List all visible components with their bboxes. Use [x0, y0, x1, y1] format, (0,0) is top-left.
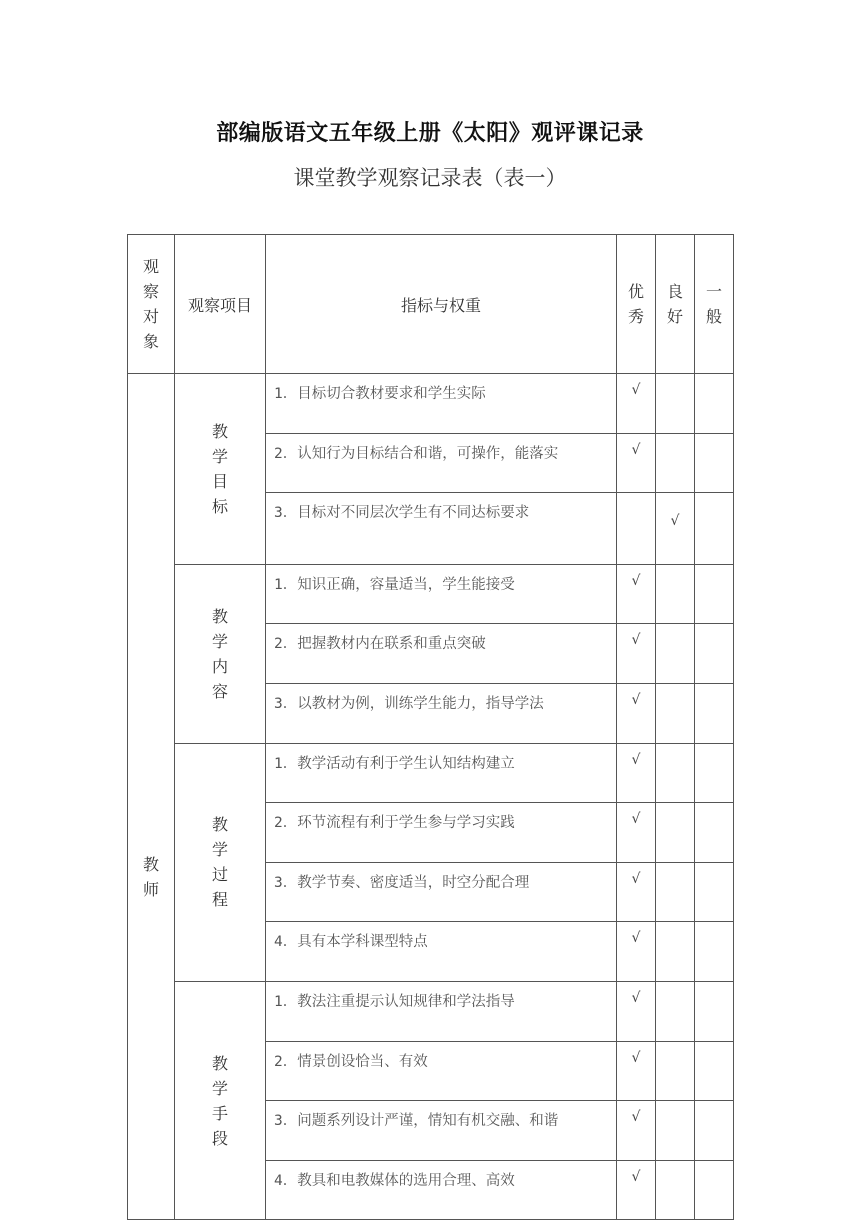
- vertical-char: 教: [211, 815, 228, 835]
- criterion-cell: 2．认知行为目标结合和谐，可操作，能落实: [266, 433, 617, 493]
- vertical-char: 学: [211, 840, 228, 860]
- rating-excellent-cell: √: [617, 433, 656, 493]
- vertical-char: 容: [211, 681, 228, 701]
- rating-average-cell: [695, 433, 734, 493]
- header-excellent: [617, 235, 656, 374]
- criterion-cell: 1．教学活动有利于学生认知结构建立: [266, 743, 617, 803]
- vertical-char: 象: [142, 332, 159, 351]
- rating-excellent-cell: √: [617, 803, 656, 863]
- vertical-char: 学: [211, 446, 228, 466]
- rating-average-cell: [695, 564, 734, 624]
- criterion-cell: 3．以教材为例，训练学生能力，指导学法: [266, 683, 617, 743]
- table-row: [128, 981, 734, 1041]
- vertical-char: 内: [211, 656, 228, 676]
- table-body: [128, 374, 734, 1220]
- vertical-char: 教: [211, 606, 228, 626]
- rating-good-cell: [656, 922, 695, 982]
- criterion-cell: 3．教学节奏、密度适当，时空分配合理: [266, 862, 617, 922]
- vertical-char: 师: [142, 879, 159, 899]
- observation-table: [127, 234, 734, 1220]
- criterion-cell: 2．情景创设恰当、有效: [266, 1041, 617, 1101]
- rating-good-cell: [656, 981, 695, 1041]
- category-cell: [175, 743, 266, 981]
- criterion-cell: 2．把握教材内在联系和重点突破: [266, 624, 617, 684]
- rating-excellent-cell: √: [617, 564, 656, 624]
- rating-excellent-cell: √: [617, 922, 656, 982]
- header-average: [695, 235, 734, 374]
- table-row: [128, 743, 734, 803]
- rating-excellent-cell: √: [617, 862, 656, 922]
- rating-excellent-cell: √: [617, 1041, 656, 1101]
- page-subtitle: 课堂教学观察记录表（表一）: [293, 166, 567, 190]
- vertical-char: 观: [142, 257, 159, 276]
- rating-average-cell: [695, 683, 734, 743]
- header-good: [656, 235, 695, 374]
- vertical-char: 教: [211, 1053, 228, 1073]
- rating-good-cell: [656, 1160, 695, 1220]
- vertical-char: 教: [211, 421, 228, 441]
- table-row: [128, 374, 734, 434]
- criterion-cell: 1．目标切合教材要求和学生实际: [266, 374, 617, 434]
- rating-average-cell: [695, 493, 734, 565]
- vertical-char: 过: [211, 865, 228, 885]
- vertical-char: 手: [211, 1103, 228, 1123]
- rating-excellent-cell: √: [617, 981, 656, 1041]
- rating-good-cell: √: [656, 493, 695, 565]
- vertical-char: 教: [142, 854, 159, 874]
- criterion-cell: 3．目标对不同层次学生有不同达标要求: [266, 493, 617, 565]
- vertical-char: 良: [666, 282, 683, 301]
- vertical-char: 一: [705, 282, 722, 301]
- vertical-char: 学: [211, 1078, 228, 1098]
- rating-average-cell: [695, 1101, 734, 1161]
- rating-good-cell: [656, 624, 695, 684]
- rating-good-cell: [656, 803, 695, 863]
- rating-excellent-cell: √: [617, 624, 656, 684]
- vertical-char: 目: [211, 471, 228, 491]
- rating-average-cell: [695, 803, 734, 863]
- vertical-char: 标: [211, 496, 228, 516]
- rating-good-cell: [656, 433, 695, 493]
- header-item: 观察项目: [175, 235, 266, 374]
- header-subject: [128, 235, 175, 374]
- rating-average-cell: [695, 981, 734, 1041]
- rating-excellent-cell: √: [617, 1101, 656, 1161]
- rating-excellent-cell: √: [617, 743, 656, 803]
- vertical-char: 般: [705, 307, 722, 326]
- rating-average-cell: [695, 1041, 734, 1101]
- rating-good-cell: [656, 862, 695, 922]
- criterion-cell: 1．教法注重提示认知规律和学法指导: [266, 981, 617, 1041]
- rating-good-cell: [656, 743, 695, 803]
- vertical-char: 察: [142, 282, 159, 301]
- vertical-char: 对: [142, 307, 159, 326]
- rating-excellent-cell: √: [617, 1160, 656, 1220]
- subject-cell: [128, 374, 175, 1220]
- rating-average-cell: [695, 922, 734, 982]
- criterion-cell: 1．知识正确，容量适当，学生能接受: [266, 564, 617, 624]
- vertical-char: 好: [666, 307, 683, 326]
- rating-average-cell: [695, 1160, 734, 1220]
- rating-good-cell: [656, 374, 695, 434]
- vertical-char: 秀: [627, 307, 644, 326]
- vertical-char: 程: [211, 890, 228, 910]
- criterion-cell: 4．教具和电教媒体的选用合理、高效: [266, 1160, 617, 1220]
- category-cell: [175, 564, 266, 743]
- rating-good-cell: [656, 1101, 695, 1161]
- table-row: [128, 564, 734, 624]
- rating-excellent-cell: √: [617, 683, 656, 743]
- rating-average-cell: [695, 862, 734, 922]
- criterion-cell: 2．环节流程有利于学生参与学习实践: [266, 803, 617, 863]
- criterion-cell: 3．问题系列设计严谨，情知有机交融、和谐: [266, 1101, 617, 1161]
- rating-good-cell: [656, 1041, 695, 1101]
- rating-good-cell: [656, 683, 695, 743]
- rating-excellent-cell: √: [617, 374, 656, 434]
- criterion-cell: 4．具有本学科课型特点: [266, 922, 617, 982]
- rating-good-cell: [656, 564, 695, 624]
- rating-excellent-cell: [617, 493, 656, 565]
- rating-average-cell: [695, 374, 734, 434]
- rating-average-cell: [695, 743, 734, 803]
- header-row: [128, 235, 734, 374]
- vertical-char: 优: [627, 282, 644, 301]
- category-cell: [175, 981, 266, 1219]
- vertical-char: 学: [211, 631, 228, 651]
- header-criteria: 指标与权重: [266, 235, 617, 374]
- vertical-char: 段: [211, 1128, 228, 1148]
- rating-average-cell: [695, 624, 734, 684]
- page-title: 部编版语文五年级上册《太阳》观评课记录: [216, 121, 644, 146]
- category-cell: [175, 374, 266, 565]
